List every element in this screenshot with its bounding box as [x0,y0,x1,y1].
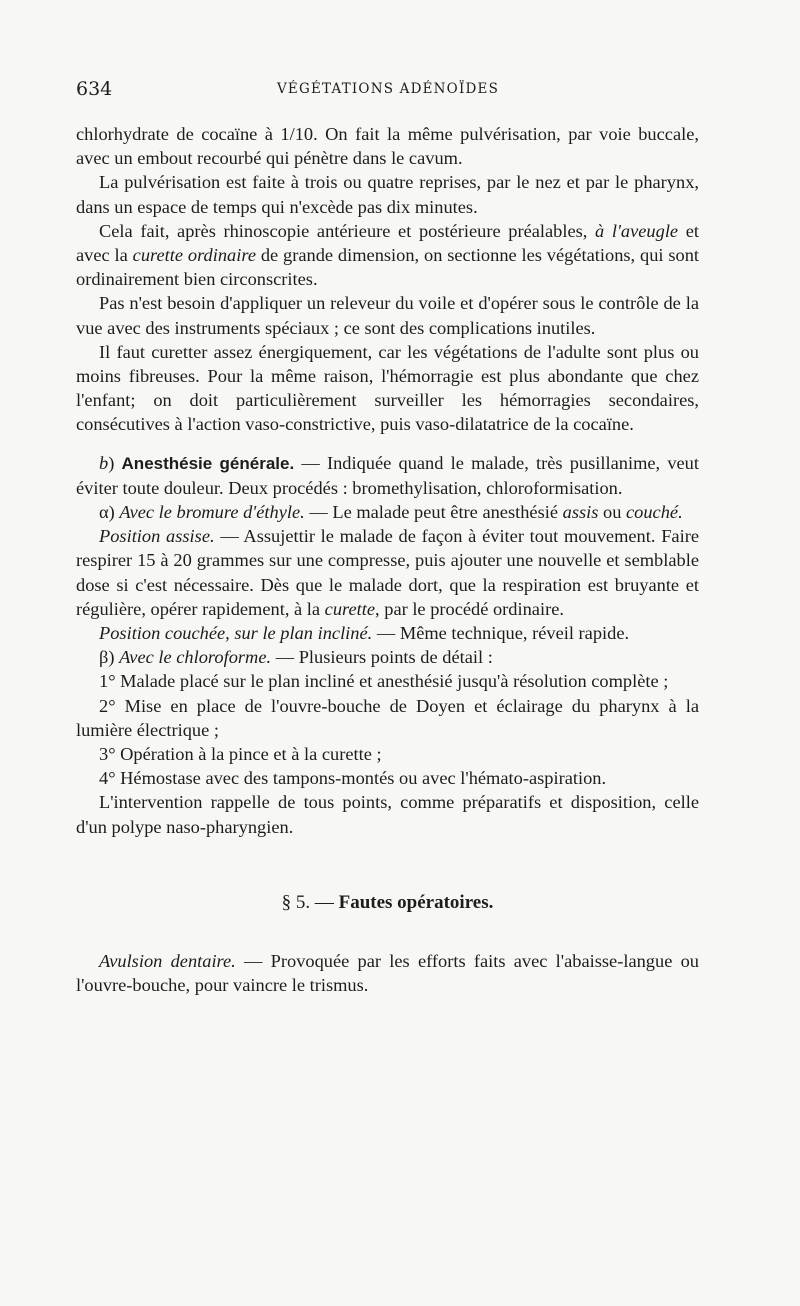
text-run: de grande dimension, on sectionne les végétations, qui sont ordinairement bien circonscrites. [76,245,700,290]
paragraph: L'intervention rappelle de tous points, comme préparatifs et disposition, celle d'un polype naso-pharyngien. [76,792,699,837]
italic-run: Avec le chloroforme. [119,647,272,668]
paragraph: La pulvérisation est faite à trois ou quatre reprises, par le nez et par le pharynx, dans un espace de temps qui n'excède pas dix minutes. [76,172,699,217]
section-title: Fautes opératoires. [338,891,494,913]
paragraph [76,500,699,524]
italic-run: curette [324,598,376,619]
paragraph [76,219,699,292]
italic-run: Avulsion dentaire. [99,951,236,972]
paragraph [76,949,699,997]
spacer [76,437,699,451]
paragraph: chlorhydrate de cocaïne à 1/10. On fait la même pulvérisation, par voie buccale, avec un embout recourbé qui pénètre dans le cavum. [76,124,699,169]
running-title: VÉGÉTATIONS ADÉNOÏDES [276,81,500,97]
list-item: 1° Malade placé sur le plan incliné et anesthésié jusqu'à résolution complète ; [99,671,669,692]
italic-run: assis [562,502,599,523]
italic-run: couché. [626,502,683,523]
text-run: ) [108,452,122,473]
list-item: 4° Hémostase avec des tampons-montés ou avec l'hémato-aspiration. [99,768,607,789]
spacer [76,839,699,891]
list-item: 2° Mise en place de l'ouvre-bouche de Doyen et éclairage du pharynx à la lumière électrique ; [76,695,699,740]
italic-run: Position couchée, sur le plan incliné. [99,623,373,644]
text-run: , par le procédé ordinaire. [375,598,564,619]
text-run: — Même technique, réveil rapide. [372,623,630,644]
text-run: — Provoquée par les efforts faits avec l'abaisse-langue ou l'ouvre-bouche, pour vaincre le trismus. [76,951,699,996]
section-heading [76,891,699,915]
subsection-heading: Anesthésie générale. [121,453,295,473]
paragraph: Il faut curetter assez énergiquement, car les végétations de l'adulte sont plus ou moins fibreuses. Pour la même raison, l'hémorragie est plus abondante que chez l'enfant; on doit particulièrement surveiller les hémorragies secondaires, consécutives à l'action vaso-constrictive, puis vaso-dilatatrice de la cocaïne. [76,341,699,435]
subsection-letter: b [99,452,109,473]
text-run: ou [598,502,626,523]
paragraph: Pas n'est besoin d'appliquer un releveur du voile et d'opérer sous le contrôle de la vue avec des instruments spéciaux ; ce sont des complications inutiles. [76,293,699,338]
text-run: — Le malade peut être anesthésié [304,502,563,523]
section-number: § 5. — [281,891,339,913]
paragraph [76,645,699,669]
paragraph [76,524,699,621]
page-number: 634 [76,78,113,100]
spacer [76,915,699,949]
italic-run: Position assise. [99,526,215,547]
list-item: 3° Opération à la pince et à la curette ; [99,744,382,765]
text-run: — Indiquée quand le malade, très pusillanime, veut éviter toute douleur. Deux procédés : bromethylisation, chloroformisation. [76,452,699,498]
text-run: — Assujettir le malade de façon à éviter tout mouvement. Faire respirer 15 à 20 grammes sur une compresse, puis ajouter une nouvelle et semblable dose si c'est nécessaire. Dès que le malade dort, que la respiration est bruyante et régulière, opérer rapidement, à la [76,526,699,619]
text-run: Cela fait, après rhinoscopie antérieure et postérieure préalables, [99,220,596,241]
italic-run: curette ordinaire [132,245,256,266]
italic-run: à l'aveugle [595,220,679,241]
text-run: et avec la [76,220,700,266]
list-marker: α) [99,502,120,523]
paragraph [76,621,699,645]
text-run: — Plusieurs points de détail : [271,647,493,668]
italic-run: Avec le bromure d'éthyle. [119,502,305,523]
page-header [76,78,700,104]
subsection-paragraph [76,451,699,500]
body-text [76,122,699,998]
list-marker: β) [99,647,120,668]
